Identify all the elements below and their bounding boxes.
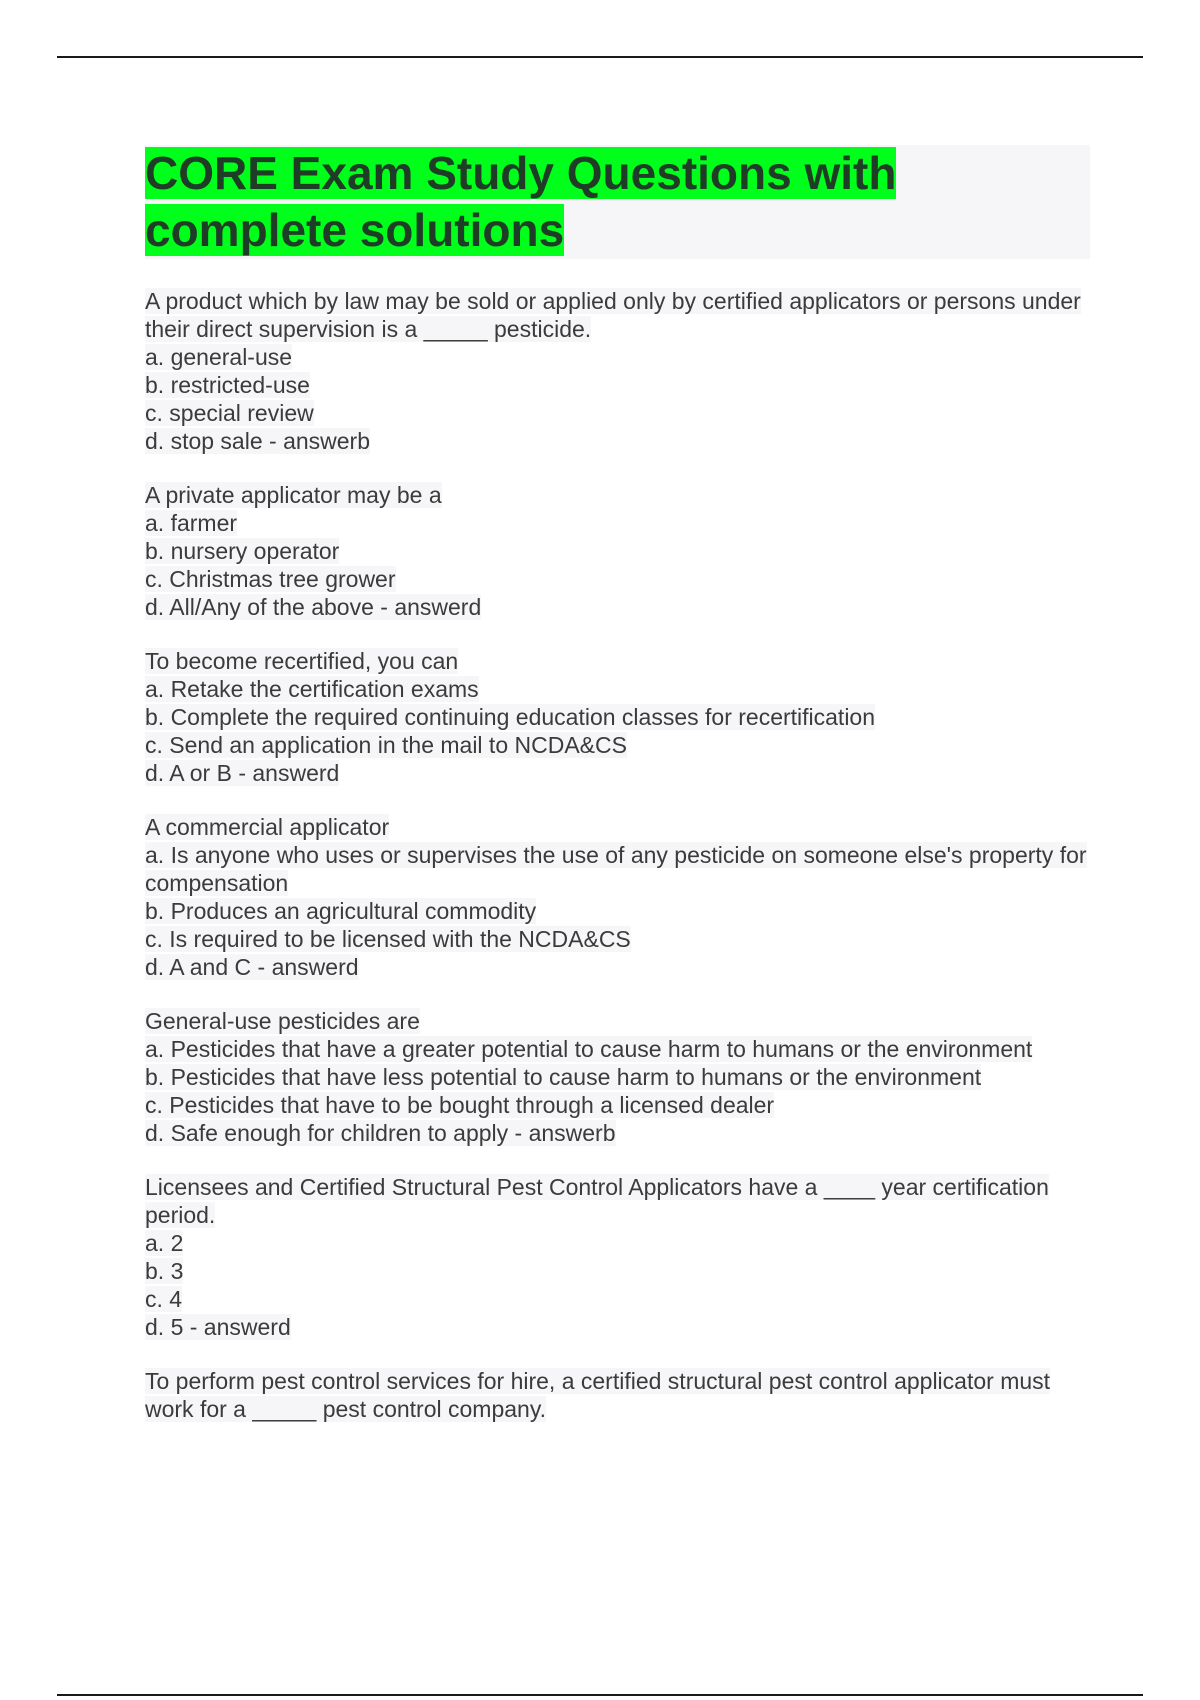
question-text: To become recertified, you can xyxy=(145,648,459,674)
option-b: b. 3 xyxy=(145,1258,184,1284)
title-block xyxy=(145,145,1090,259)
question-5 xyxy=(145,1007,1090,1147)
option-a: a. Is anyone who uses or supervises the use of any pesticide on someone else's property for compensation xyxy=(145,842,1087,896)
option-a: a. general-use xyxy=(145,344,293,370)
option-c: c. Is required to be licensed with the NCDA&CS xyxy=(145,926,631,952)
option-c: c. Christmas tree grower xyxy=(145,566,396,592)
question-3 xyxy=(145,647,1090,787)
document-title xyxy=(145,145,1090,259)
question-1 xyxy=(145,287,1090,455)
option-c: c. Send an application in the mail to NCDA&CS xyxy=(145,732,627,758)
question-text: A private applicator may be a xyxy=(145,482,442,508)
footer-rule xyxy=(57,1694,1143,1696)
question-text: A product which by law may be sold or applied only by certified applicators or persons under their direct supervision is a _____ pesticide. xyxy=(145,288,1081,342)
option-b: b. Complete the required continuing education classes for recertification xyxy=(145,704,876,730)
option-d-answer: d. All/Any of the above - answerd xyxy=(145,594,482,620)
question-text: To perform pest control services for hire, a certified structural pest control applicator must work for a _____ pest control company. xyxy=(145,1368,1051,1422)
option-d-answer: d. Safe enough for children to apply - answerb xyxy=(145,1120,616,1146)
title-highlight: CORE Exam Study Questions with complete solutions xyxy=(145,147,897,256)
option-a: a. 2 xyxy=(145,1230,184,1256)
option-c: c. special review xyxy=(145,400,314,426)
question-2 xyxy=(145,481,1090,621)
option-b: b. Produces an agricultural commodity xyxy=(145,898,537,924)
option-b: b. restricted-use xyxy=(145,372,310,398)
question-4 xyxy=(145,813,1090,981)
option-d-answer: d. A or B - answerd xyxy=(145,760,340,786)
option-a: a. Pesticides that have a greater potential to cause harm to humans or the environment xyxy=(145,1036,1033,1062)
option-b: b. nursery operator xyxy=(145,538,340,564)
question-text: Licensees and Certified Structural Pest Control Applicators have a ____ year certification period. xyxy=(145,1174,1049,1228)
option-c: c. 4 xyxy=(145,1286,183,1312)
document-body xyxy=(145,145,1090,1449)
option-d-answer: d. 5 - answerd xyxy=(145,1314,291,1340)
option-c: c. Pesticides that have to be bought through a licensed dealer xyxy=(145,1092,775,1118)
header-rule xyxy=(57,56,1143,58)
question-text: General-use pesticides are xyxy=(145,1008,420,1034)
question-text: A commercial applicator xyxy=(145,814,390,840)
question-7 xyxy=(145,1367,1090,1423)
option-a: a. farmer xyxy=(145,510,238,536)
option-d-answer: d. stop sale - answerb xyxy=(145,428,371,454)
option-d-answer: d. A and C - answerd xyxy=(145,954,359,980)
option-a: a. Retake the certification exams xyxy=(145,676,479,702)
option-b: b. Pesticides that have less potential to cause harm to humans or the environment xyxy=(145,1064,982,1090)
question-6 xyxy=(145,1173,1090,1341)
